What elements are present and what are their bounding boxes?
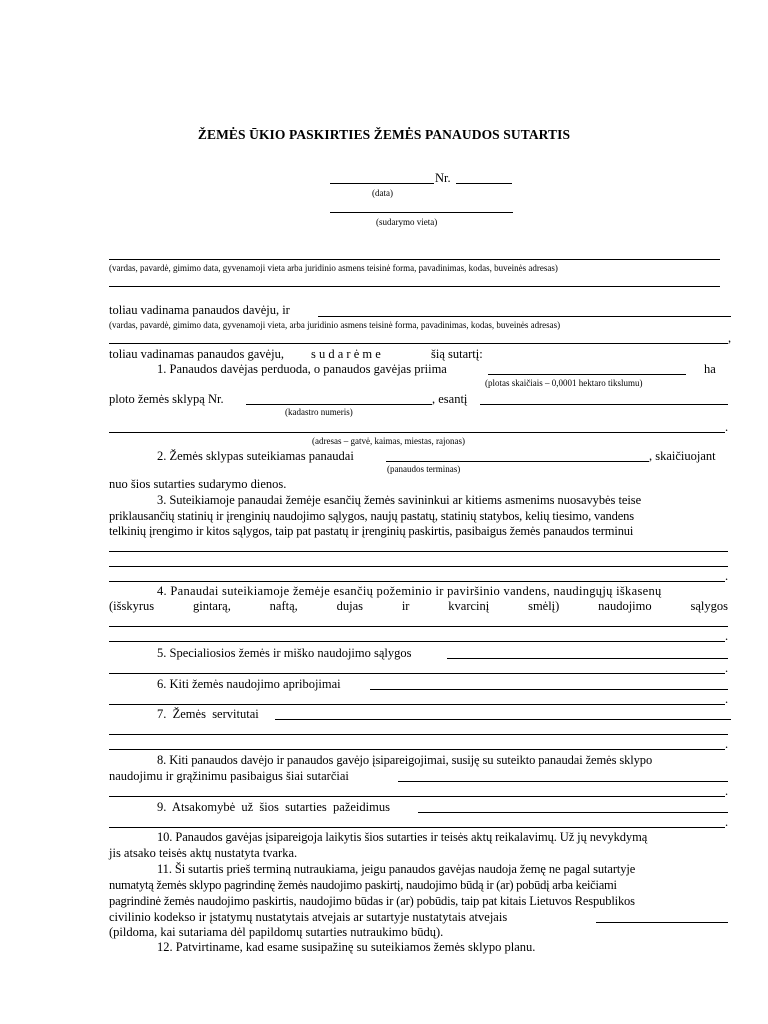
plot-text: ploto žemės sklypą Nr. (109, 392, 224, 406)
p4-word: kvarcinį (448, 599, 490, 613)
p4-word: naftą, (269, 599, 298, 613)
esanti-label: , esantį (432, 392, 468, 406)
period: . (725, 629, 729, 643)
p2-cont: nuo šios sutarties sudarymo dienos. (109, 477, 287, 491)
p7-text: 7. Žemės servitutai (157, 707, 259, 721)
party2-field[interactable] (318, 316, 731, 317)
p4-line1: 4. Panaudai suteikiamoje žemėje esančių požeminio ir paviršinio vandens, naudingųjų iškasenų (157, 584, 662, 598)
cadastre-caption: (kadastro numeris) (285, 407, 353, 417)
p4-word: gintarą, (192, 599, 231, 613)
skaiciuojant-label: , skaičiuojant (649, 449, 716, 463)
p3-line2: priklausančių statinių ir įrenginių naudojimo sąlygos, naujų pastatų, statinių statybos, kelių tiesimo, vandens (109, 509, 634, 523)
cadastre-field[interactable] (246, 404, 432, 405)
period: . (725, 737, 729, 751)
address-caption: (adresas – gatvė, kaimas, miestas, rajonas) (312, 436, 465, 446)
area-caption: (plotas skaičiais – 0,0001 hektaro tikslumu) (485, 378, 643, 388)
period: . (725, 815, 729, 829)
p4-word: smėlį) (528, 599, 560, 613)
period: . (725, 784, 729, 798)
p10-line2: jis atsako teisės aktų nustatyta tvarka. (109, 846, 298, 860)
p5-field-2[interactable] (109, 673, 725, 674)
p11-line5: (pildoma, kai sutariama dėl papildomų sutarties nutraukimo būdų). (109, 925, 444, 939)
p5-field-1[interactable] (447, 658, 728, 659)
p11-field[interactable] (596, 922, 728, 923)
comma: , (728, 331, 732, 345)
p6-field-2[interactable] (109, 704, 725, 705)
p4-word: naudojimo (598, 599, 652, 613)
p3-line3: telkinių įrengimo ir kitos sąlygos, taip pat pastatų ir įrenginių paskirtis, pasibaigus žemės panaudos terminui (109, 524, 634, 538)
party1-field-2[interactable] (109, 286, 720, 287)
p2-text: 2. Žemės sklypas suteikiamas panaudai (157, 449, 354, 463)
nr-label: Nr. (435, 171, 451, 185)
p10-line1: 10. Panaudos gavėjas įsipareigoja laikytis šios sutarties ir teisės aktų reikalavimų. Už jų nevykdymą (157, 830, 648, 844)
p9-text: 9. Atsakomybė už šios sutarties pažeidimus (157, 800, 390, 814)
p8-line1: 8. Kiti panaudos davėjo ir panaudos gavėjo įsipareigojimai, susiję su suteikto panaudai žemės sklypo (157, 753, 653, 767)
sudareme-label: s u d a r ė m e (311, 347, 381, 361)
p4-line2 (109, 599, 728, 614)
p11-line1: 11. Ši sutartis prieš terminą nutraukiama, jeigu panaudos gavėjas naudoja žemę ne pagal sutartyje (157, 862, 636, 876)
term-caption: (panaudos terminas) (387, 464, 461, 474)
p7-field-2[interactable] (109, 734, 728, 735)
p12-text: 12. Patvirtiname, kad esame susipažinę su suteikiamos žemės sklypo planu. (157, 940, 536, 954)
place-caption: (sudarymo vieta) (376, 217, 438, 227)
period: . (725, 569, 729, 583)
p7-field-1[interactable] (275, 719, 731, 720)
period: . (725, 420, 729, 434)
term-field[interactable] (386, 461, 649, 462)
p4-word: ir (401, 599, 410, 613)
date-caption: (data) (372, 188, 393, 198)
p4-word: dujas (336, 599, 363, 613)
p5-text: 5. Specialiosios žemės ir miško naudojimo sąlygos (157, 646, 412, 660)
p3-field-3[interactable] (109, 581, 725, 582)
location-field[interactable] (480, 404, 728, 405)
place-field[interactable] (330, 212, 513, 213)
p1-text: 1. Panaudos davėjas perduoda, o panaudos gavėjas priima (157, 362, 447, 376)
period: . (725, 661, 729, 675)
p3-line1: 3. Suteikiamoje panaudai žemėje esančių žemės savininkui ar kitiems asmenims nuosavybės teise (157, 493, 642, 507)
sutarti-label: šią sutartį: (431, 347, 483, 361)
party2-caption: (vardas, pavardė, gimimo data, gyvenamoji vieta, arba juridinio asmens teisinė forma, pavadinimas, kodas, buveinės adresas) (109, 320, 561, 330)
p9-field-2[interactable] (109, 827, 725, 828)
p8-line2: naudojimu ir grąžinimu pasibaigus šiai sutarčiai (109, 769, 349, 783)
number-field[interactable] (456, 183, 512, 184)
p8-field-2[interactable] (109, 796, 725, 797)
area-field[interactable] (488, 374, 686, 375)
period: . (725, 692, 729, 706)
date-field[interactable] (330, 183, 434, 184)
ha-label: ha (704, 362, 716, 376)
p11-line2: numatytą žemės sklypo pagrindinę žemės naudojimo paskirtį, naudojimo būdą ir (ar) pobūdį arba keičiami (109, 878, 617, 892)
party2-field-2[interactable] (109, 343, 728, 344)
p7-field-3[interactable] (109, 749, 725, 750)
p3-field-2[interactable] (109, 566, 728, 567)
p4-word: (išskyrus (109, 599, 155, 613)
document-title: ŽEMĖS ŪKIO PASKIRTIES ŽEMĖS PANAUDOS SUTARTIS (197, 127, 571, 142)
p6-field-1[interactable] (370, 689, 728, 690)
p8-field-1[interactable] (398, 781, 728, 782)
p3-field-1[interactable] (109, 551, 728, 552)
party1-caption: (vardas, pavardė, gimimo data, gyvenamoji vieta arba juridinio asmens teisinė forma, pavadinimas, kodas, buveinės adresas) (109, 263, 558, 273)
party1-field[interactable] (109, 259, 720, 260)
gavejas-label: toliau vadinamas panaudos gavėju, (109, 347, 284, 361)
p4-field-1[interactable] (109, 626, 728, 627)
p4-word: sąlygos (690, 599, 728, 613)
address-field[interactable] (109, 432, 725, 433)
p11-line4: civilinio kodekso ir įstatymų nustatytais atvejais ar sutartyje nustatytais atvejais (109, 910, 508, 924)
p6-text: 6. Kiti žemės naudojimo apribojimai (157, 677, 341, 691)
p4-field-2[interactable] (109, 641, 725, 642)
p9-field-1[interactable] (418, 812, 728, 813)
p11-line3: pagrindinė žemės naudojimo paskirtis, naudojimo būdas ir (ar) pobūdis, taip pat kitais Lietuvos Respublikos (109, 894, 635, 908)
davejas-label: toliau vadinama panaudos davėju, ir (109, 303, 290, 317)
